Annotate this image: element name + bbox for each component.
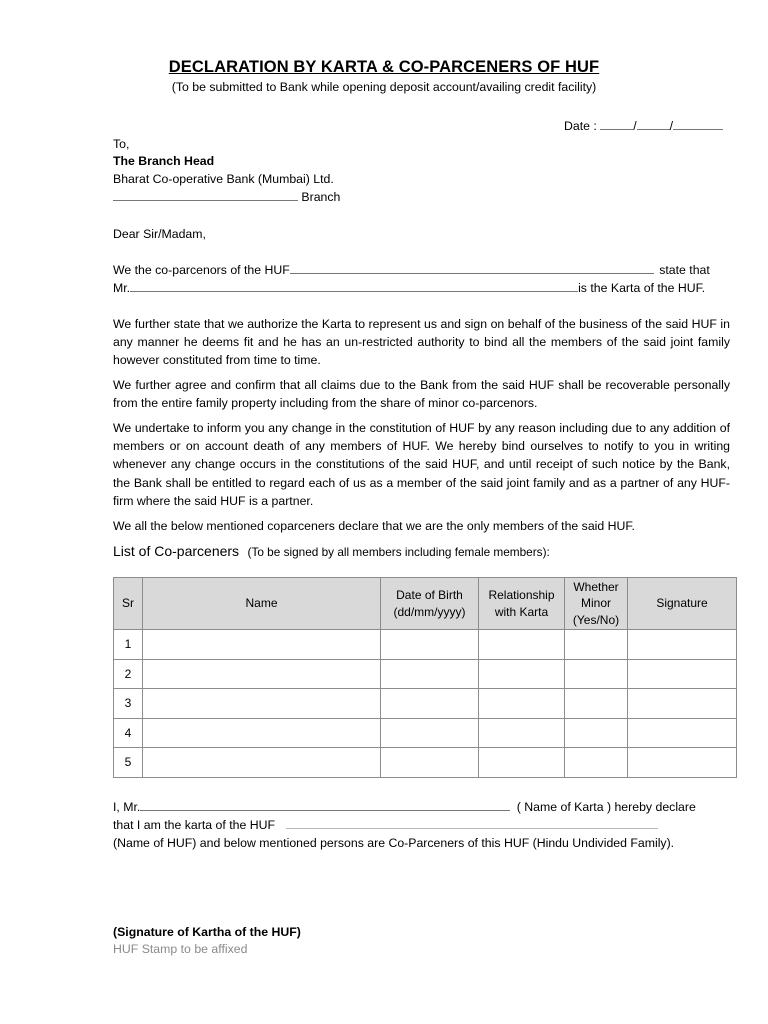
karta-declaration-line-2 (113, 816, 658, 834)
dob-cell[interactable] (381, 630, 479, 660)
list-heading (113, 543, 550, 561)
date-separator: / (669, 119, 674, 133)
row-number: 4 (114, 718, 143, 748)
signature-cell[interactable] (628, 689, 737, 719)
minor-cell[interactable] (565, 630, 628, 660)
date-month-field[interactable] (637, 119, 670, 130)
date-year-field[interactable] (673, 119, 723, 130)
address-branch-line (113, 188, 340, 206)
statement-prefix: We the co-parcenors of the HUF (113, 263, 290, 277)
address-recipient: The Branch Head (113, 154, 215, 168)
minor-cell[interactable] (565, 659, 628, 689)
header-text: Minor (580, 596, 611, 611)
statement-line-2 (113, 279, 705, 297)
huf-stamp-note: HUF Stamp to be affixed (113, 942, 248, 956)
paragraph-members: We all the below mentioned coparceners declare that we are the only members of the said HUF. (113, 519, 635, 533)
header-text: (dd/mm/yyyy) (393, 604, 466, 619)
table-row (114, 659, 737, 689)
statement-prefix: Mr. (113, 281, 131, 295)
table-row (114, 718, 737, 748)
relationship-cell[interactable] (479, 689, 565, 719)
name-cell[interactable] (143, 630, 381, 660)
header-text: with Karta (494, 604, 549, 619)
row-number: 3 (114, 689, 143, 719)
karta-declaration-line-1 (113, 798, 696, 816)
name-cell[interactable] (143, 718, 381, 748)
date-label: Date : (564, 119, 597, 133)
karta-name-field[interactable] (130, 281, 578, 292)
row-number: 1 (114, 630, 143, 660)
statement-suffix: is the Karta of the HUF. (578, 281, 706, 295)
karta-signature-label: (Signature of Kartha of the HUF) (113, 925, 301, 939)
paragraph-claims: We further agree and confirm that all claims due to the Bank from the said HUF shall be recoverable personally from the entire family property including from the share of minor co-parcenors. (113, 378, 730, 411)
declaration-suffix: ( Name of Karta ) hereby declare (516, 800, 696, 814)
column-header-name: Name (143, 578, 381, 630)
huf-name-field[interactable] (286, 818, 658, 829)
minor-cell[interactable] (565, 748, 628, 778)
date-line (564, 117, 723, 135)
relationship-cell[interactable] (479, 630, 565, 660)
statement-suffix: state that (659, 263, 710, 277)
document-title: DECLARATION BY KARTA & CO-PARCENERS OF HUF (168, 58, 600, 76)
table-row (114, 748, 737, 778)
coparceners-table (113, 577, 737, 778)
minor-cell[interactable] (565, 689, 628, 719)
huf-name-field[interactable] (290, 263, 654, 274)
dob-cell[interactable] (381, 659, 479, 689)
relationship-cell[interactable] (479, 748, 565, 778)
name-cell[interactable] (143, 659, 381, 689)
dob-cell[interactable] (381, 718, 479, 748)
declaration-prefix: that I am the karta of the HUF (113, 818, 275, 832)
signature-cell[interactable] (628, 718, 737, 748)
branch-name-field[interactable] (113, 190, 298, 201)
row-number: 2 (114, 659, 143, 689)
header-text: Date of Birth (396, 588, 463, 602)
karta-declaration-name-field[interactable] (140, 800, 510, 811)
statement-line-1 (113, 261, 710, 279)
column-header-minor (565, 578, 628, 630)
header-text: Whether (573, 579, 619, 594)
branch-label: Branch (301, 190, 341, 204)
paragraph-authorization: We further state that we authorize the Karta to represent us and sign on behalf of the business of the said HUF in any manner he deems fit and he has an un-restricted authority to bind all the members of the said joint family however constituted from time to time. (113, 317, 730, 368)
table-row (114, 689, 737, 719)
declaration-prefix: I, Mr. (113, 800, 141, 814)
relationship-cell[interactable] (479, 718, 565, 748)
list-note: (To be signed by all members including female members): (247, 545, 550, 559)
table-row (114, 630, 737, 660)
column-header-signature: Signature (628, 578, 737, 630)
table-header-row (114, 578, 737, 630)
header-text: (Yes/No) (572, 612, 620, 627)
date-day-field[interactable] (600, 119, 633, 130)
name-cell[interactable] (143, 689, 381, 719)
list-title: List of Co-parceners (113, 543, 240, 559)
minor-cell[interactable] (565, 718, 628, 748)
column-header-relationship (479, 578, 565, 630)
row-number: 5 (114, 748, 143, 778)
dob-cell[interactable] (381, 689, 479, 719)
paragraph-undertaking: We undertake to inform you any change in the constitution of HUF by any reason including due to any addition of members or on account death of any members of HUF. We hereby bind ourselves to notify to you in writing whenever any change occurs in the constitutions of the said HUF, and until receipt of such notice by the Bank, the Bank shall be entitled to regard each of us as a member of the said joint family and as a partner of any HUF-firm where the said HUF is a partner. (113, 421, 730, 508)
address-bank: Bharat Co-operative Bank (Mumbai) Ltd. (113, 172, 334, 186)
document-subtitle: (To be submitted to Bank while opening deposit account/availing credit facility) (171, 80, 597, 94)
name-cell[interactable] (143, 748, 381, 778)
date-separator: / (633, 119, 637, 133)
salutation: Dear Sir/Madam, (113, 227, 206, 241)
signature-cell[interactable] (628, 748, 737, 778)
karta-declaration-line-3: (Name of HUF) and below mentioned persons are Co-Parceners of this HUF (Hindu Undivided Family). (113, 836, 675, 850)
address-to: To, (113, 137, 130, 151)
relationship-cell[interactable] (479, 659, 565, 689)
signature-cell[interactable] (628, 630, 737, 660)
signature-cell[interactable] (628, 659, 737, 689)
header-text: Relationship (488, 588, 555, 602)
column-header-sr: Sr (114, 578, 143, 630)
column-header-dob (381, 578, 479, 630)
dob-cell[interactable] (381, 748, 479, 778)
